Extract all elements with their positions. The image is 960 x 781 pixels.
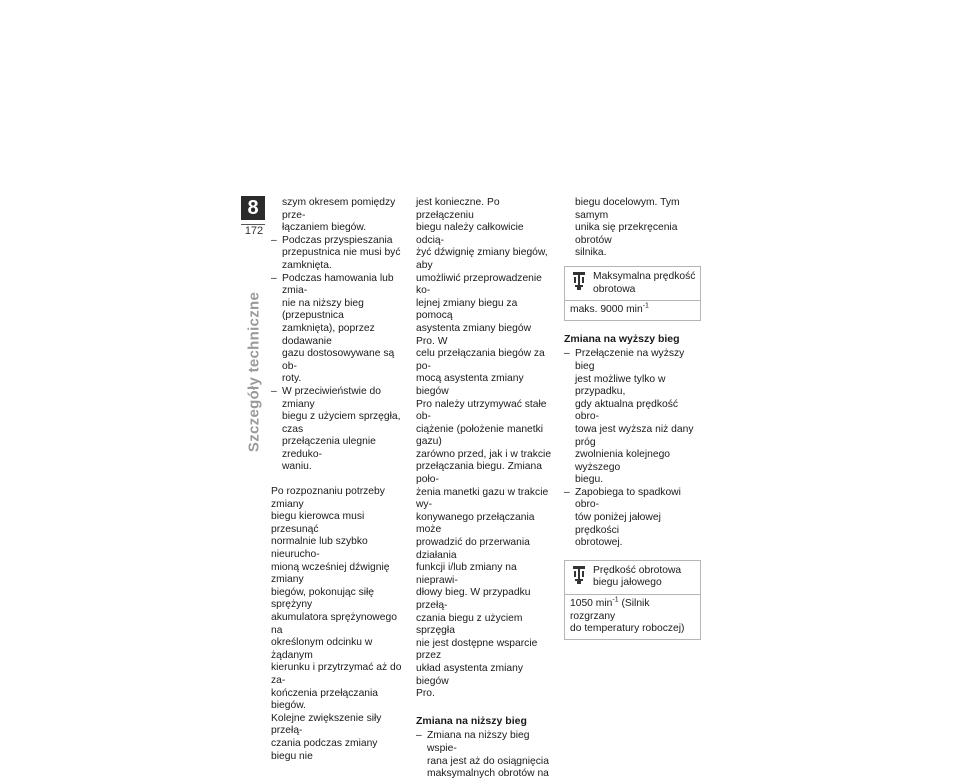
dash-bullet: – — [564, 486, 570, 498]
section-heading: Zmiana na wyższy bieg — [564, 332, 680, 345]
list-item: – Zapobiega to spadkowi obro- tów poniżej jałowej prędkości obrotowej. — [564, 486, 681, 549]
continued-text: biegu docelowym. Tym samym unika się przekręcenia obrotów silnika. — [575, 197, 680, 259]
spec-value: maks. 9000 $\min^{-1}$ — [570, 302, 649, 316]
engine-icon — [571, 565, 587, 585]
dash-bullet: – — [271, 234, 277, 246]
dash-bullet: – — [271, 272, 277, 284]
list-item: – Podczas hamowania lub zmia- nie na niższy bieg (przepustnica zamknięta), poprzez dodawanie gazu dostosowywane są ob- roty. — [271, 272, 395, 385]
dash-bullet: – — [271, 385, 277, 397]
spec-box-idle-rpm: Prędkość obrotowa biegu jałowego 1050 $\min^{-1}$ (Silnik rozgrzany do temperatury roboczej) — [564, 560, 701, 640]
paragraph: jest konieczne. Po przełączeniu biegu należy całkowicie odcią- żyć dźwignię zmiany biegów, aby umożliwić przeprowadzenie ko- lejnej zmiany biegu za pomocą asystenta zmiany biegów Pro. W celu przełączania biegów za po- mocą asystenta zmiany biegów Pro należy utrzymywać stałe ob- ciążenie (położenie manetki gazu) zarówno przed, jak i w trakcie przełączania biegu. Zmiana poło- żenia manetki gazu w trakcie wy- konywanego przełączania może prowadzić do przerwania działania funkcji i/lub zmiany na nieprawi- dłowy bieg. W przypadku przełą- czania biegu z użyciem sprzęgła nie jest dostępne wsparcie przez układ asystenta zmiany biegów Pro. — [416, 197, 552, 700]
list-item: – Przełączenie na wyższy bieg jest możliwe tylko w przypadku, gdy aktualna prędkość obro- towa jest wyższa niż dany próg zwolnienia kolejnego wyższego biegu. — [564, 348, 694, 486]
section-title: Szczegóły techniczne — [245, 291, 263, 453]
spec-value: 1050 $\min^{-1}$ (Silnik rozgrzany do temperatury roboczej) — [570, 596, 685, 635]
dash-bullet: – — [416, 730, 422, 742]
engine-icon — [571, 271, 587, 291]
list-item: – Podczas przyspieszania przepustnica nie musi być zamknięta. — [271, 234, 401, 271]
text-column-3 — [564, 197, 701, 650]
list-item: – Zmiana na niższy bieg wspie- rana jest aż do osiągnięcia maksymalnych obrotów na — [416, 730, 549, 780]
spec-box-max-rpm: Maksymalna prędkość obrotowa maks. 9000 $\min^{-1}$ — [564, 266, 701, 321]
chapter-badge: 8 — [241, 196, 265, 220]
continued-text: szym okresem pomiędzy prze- łączaniem biegów. — [282, 197, 396, 234]
paragraph: Po rozpoznaniu potrzeby zmiany biegu kierowca musi przesunąć normalnie lub szybko nieurucho- mioną wcześniej dźwignię zmiany biegów, pokonując siłę sprężyny akumulatora sprężynowego na określonym odcinku w żądanym kierunku i przytrzymać aż do za- kończenia przełączania biegów. Kolejne zwiększenie siły przełą- czania podczas zmiany biegu nie — [271, 486, 402, 762]
list-item: – W przeciwieństwie do zmiany biegu z użyciem sprzęgła, czas przełączenia ulegnie zreduko- waniu. — [271, 385, 401, 473]
page-number: 172 — [244, 225, 264, 237]
text-column-1 — [271, 197, 405, 763]
dash-bullet: – — [564, 348, 570, 360]
section-heading: Zmiana na niższy bieg — [416, 714, 527, 727]
text-column-2 — [416, 197, 552, 781]
